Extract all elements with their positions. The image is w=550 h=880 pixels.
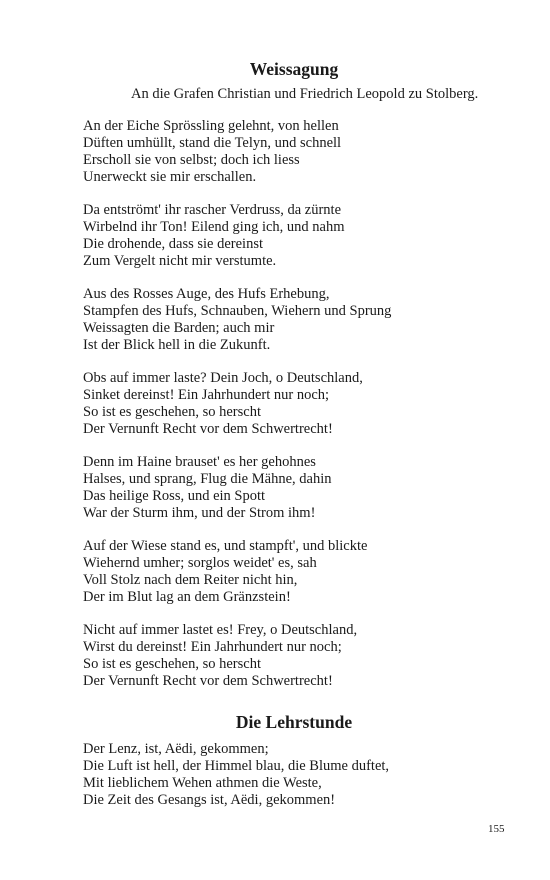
verse-line: So ist es geschehen, so herscht: [83, 404, 261, 420]
verse-line: Das heilige Ross, und ein Spott: [83, 488, 266, 504]
verse-line: Da entströmt' ihr rascher Verdruss, da zürnte: [83, 202, 342, 218]
verse-line: Der Vernunft Recht vor dem Schwertrecht!: [83, 673, 333, 689]
verse-line: Stampfen des Hufs, Schnauben, Wiehern und Sprung: [83, 303, 392, 319]
verse-line: So ist es geschehen, so herscht: [83, 656, 261, 672]
poem-dedication: An die Grafen Christian und Friedrich Leopold zu Stolberg.: [131, 86, 479, 102]
verse-line: Nicht auf immer lastet es! Frey, o Deutschland,: [83, 622, 358, 638]
verse-line: Mit lieblichem Wehen athmen die Weste,: [83, 775, 322, 791]
verse-line: Der Vernunft Recht vor dem Schwertrecht!: [83, 421, 333, 437]
stanza-7: [83, 622, 357, 690]
stanza-lehrstunde-1: [83, 741, 389, 809]
page-number: 155: [488, 823, 505, 835]
verse-line: Denn im Haine brauset' es her gehohnes: [83, 454, 316, 470]
verse-line: Düften umhüllt, stand die Telyn, und schnell: [83, 135, 342, 151]
verse-line: Wirbelnd ihr Ton! Eilend ging ich, und nahm: [83, 219, 345, 235]
stanza-6: [83, 538, 367, 606]
verse-line: Aus des Rosses Auge, des Hufs Erhebung,: [83, 286, 330, 302]
stanza-1: [83, 118, 341, 186]
verse-line: Die drohende, dass sie dereinst: [83, 236, 263, 252]
poem-title-weissagung: Weissagung: [249, 59, 339, 79]
verse-line: An der Eiche Sprössling gelehnt, von hellen: [83, 118, 339, 134]
stanza-5: [83, 454, 331, 522]
verse-line: Ist der Blick hell in die Zukunft.: [83, 337, 271, 353]
stanza-4: [83, 370, 363, 438]
verse-line: Unerweckt sie mir erschallen.: [83, 169, 257, 185]
verse-line: Wiehernd umher; sorglos weidet' es, sah: [83, 555, 317, 571]
verse-line: Auf der Wiese stand es, und stampft', und blickte: [83, 538, 368, 554]
verse-line: Obs auf immer laste? Dein Joch, o Deutschland,: [83, 370, 363, 386]
verse-line: Der Lenz, ist, Aëdi, gekommen;: [83, 741, 269, 757]
verse-line: War der Sturm ihm, und der Strom ihm!: [83, 505, 316, 521]
verse-line: Der im Blut lag an dem Gränzstein!: [83, 589, 291, 605]
verse-line: Die Zeit des Gesangs ist, Aëdi, gekommen!: [83, 792, 336, 808]
verse-line: Weissagten die Barden; auch mir: [83, 320, 275, 336]
stanza-3: [83, 286, 391, 354]
verse-line: Die Luft ist hell, der Himmel blau, die Blume duftet,: [83, 758, 390, 774]
poem-title-die-lehrstunde: Die Lehrstunde: [235, 712, 353, 732]
verse-line: Halses, und sprang, Flug die Mähne, dahin: [83, 471, 332, 487]
verse-line: Wirst du dereinst! Ein Jahrhundert nur noch;: [83, 639, 342, 655]
stanza-2: [83, 202, 345, 270]
verse-line: Sinket dereinst! Ein Jahrhundert nur noch;: [83, 387, 330, 403]
verse-line: Erscholl sie von selbst; doch ich liess: [83, 152, 300, 168]
verse-line: Voll Stolz nach dem Reiter nicht hin,: [83, 572, 298, 588]
verse-line: Zum Vergelt nicht mir verstumte.: [83, 253, 277, 269]
